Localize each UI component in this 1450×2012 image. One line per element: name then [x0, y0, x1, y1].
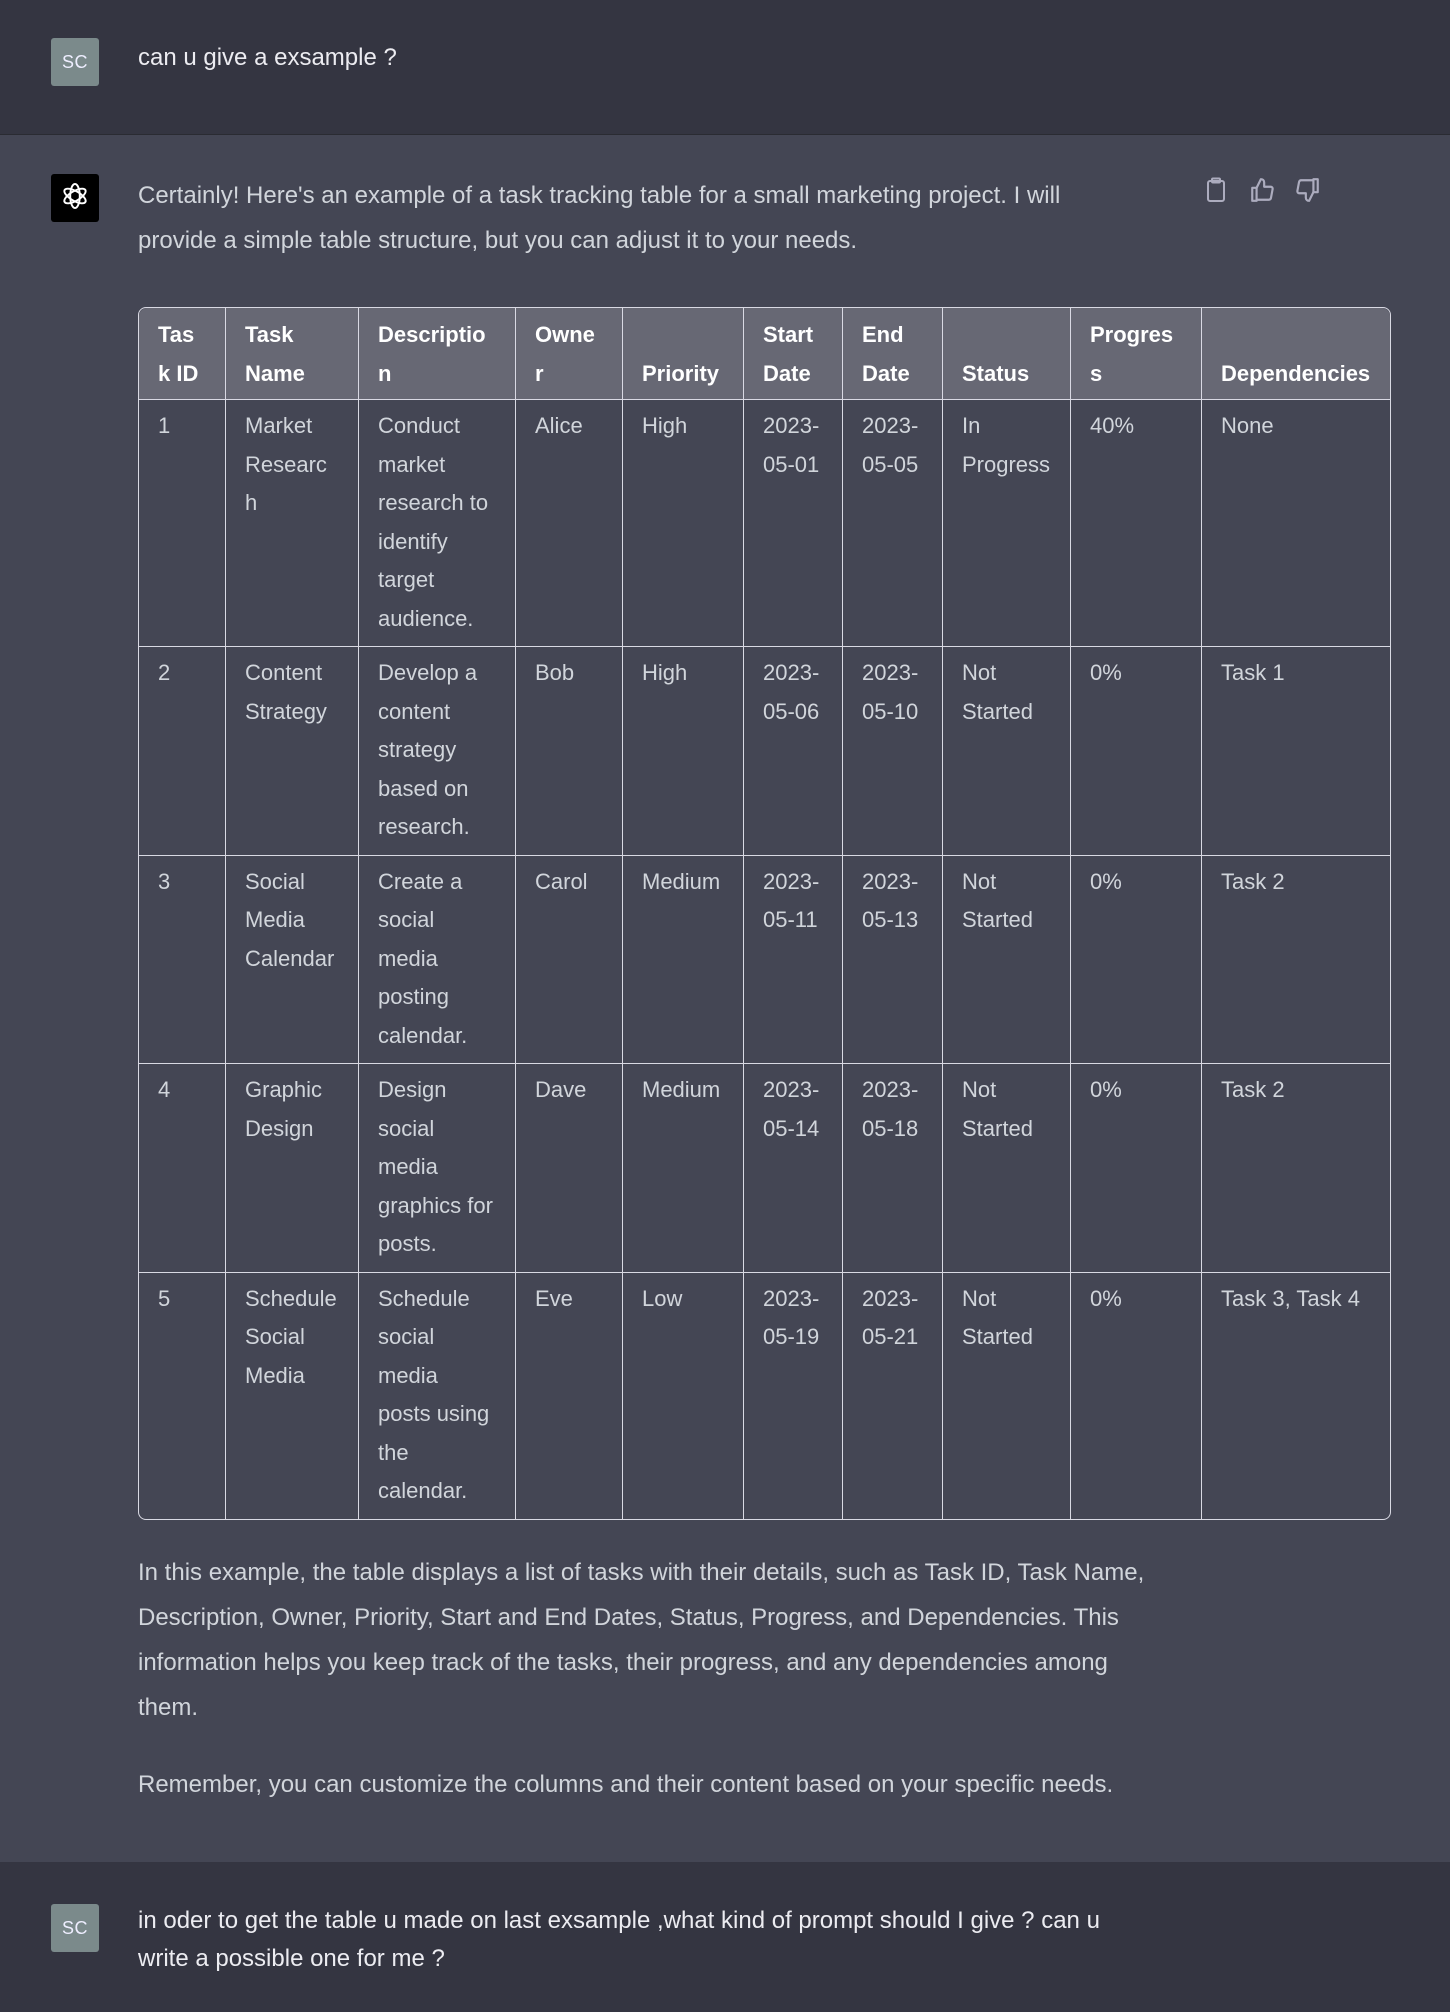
cell-description: Schedule social media posts using the calendar.: [359, 1273, 516, 1519]
cell-status: Not Started: [943, 1273, 1071, 1519]
header-progress: Progress: [1071, 308, 1202, 400]
cell-description: Develop a content strategy based on research.: [359, 647, 516, 856]
cell-task-id: 1: [139, 400, 226, 647]
thumbs-down-icon: [1295, 177, 1321, 208]
task-tracking-table: [138, 307, 1391, 1520]
cell-priority: High: [623, 400, 744, 647]
openai-logo-icon: [57, 178, 93, 219]
cell-task-id: 5: [139, 1273, 226, 1519]
cell-progress: 0%: [1071, 647, 1202, 856]
thumbs-up-icon: [1249, 177, 1275, 208]
cell-owner: Alice: [516, 400, 623, 647]
cell-status: In Progress: [943, 400, 1071, 647]
cell-description: Design social media graphics for posts.: [359, 1064, 516, 1273]
table-row: [139, 1064, 1390, 1273]
cell-task-id: 3: [139, 856, 226, 1065]
header-task-name: Task Name: [226, 308, 359, 400]
cell-priority: Low: [623, 1273, 744, 1519]
user-message-text: in oder to get the table u made on last exsample ,what kind of prompt should I give ? can u write a possible one for me ?: [138, 1907, 1100, 1972]
cell-task-name: Graphic Design: [226, 1064, 359, 1273]
header-task-id: Task ID: [139, 308, 226, 400]
header-status: Status: [943, 308, 1071, 400]
table-row: [139, 400, 1390, 647]
header-priority: Priority: [623, 308, 744, 400]
table-row: [139, 1273, 1390, 1519]
cell-end-date: 2023-05-05: [843, 400, 943, 647]
cell-task-name: Social Media Calendar: [226, 856, 359, 1065]
assistant-intro-text: Certainly! Here's an example of a task tracking table for a small marketing project. I will provide a simple table structure, but you can adjust it to your needs.: [138, 182, 1061, 254]
cell-start-date: 2023-05-01: [744, 400, 843, 647]
cell-end-date: 2023-05-21: [843, 1273, 943, 1519]
cell-end-date: 2023-05-18: [843, 1064, 943, 1273]
user-avatar: SC: [51, 38, 99, 86]
cell-task-id: 4: [139, 1064, 226, 1273]
cell-task-name: Market Research: [226, 400, 359, 647]
cell-priority: Medium: [623, 1064, 744, 1273]
assistant-outro-text: In this example, the table displays a list of tasks with their details, such as Task ID, Task Name, Description, Owner, Priority, Start and End Dates, Status, Progress, and Dependencies. This information helps you keep track of the tasks, their progress, and any dependencies among them.: [138, 1559, 1145, 1721]
cell-progress: 0%: [1071, 1064, 1202, 1273]
cell-task-name: Content Strategy: [226, 647, 359, 856]
cell-dependencies: Task 2: [1202, 856, 1390, 1065]
cell-status: Not Started: [943, 856, 1071, 1065]
cell-task-id: 2: [139, 647, 226, 856]
header-dependencies: Dependencies: [1202, 308, 1390, 400]
cell-status: Not Started: [943, 1064, 1071, 1273]
cell-dependencies: Task 2: [1202, 1064, 1390, 1273]
user-message: [0, 0, 1450, 135]
cell-progress: 40%: [1071, 400, 1202, 647]
thumbs-down-button[interactable]: [1292, 176, 1324, 208]
user-avatar: SC: [51, 1904, 99, 1952]
thumbs-up-button[interactable]: [1246, 176, 1278, 208]
cell-end-date: 2023-05-10: [843, 647, 943, 856]
assistant-closing-text: Remember, you can customize the columns and their content based on your specific needs.: [138, 1771, 1114, 1798]
cell-progress: 0%: [1071, 1273, 1202, 1519]
cell-owner: Dave: [516, 1064, 623, 1273]
copy-button[interactable]: [1200, 176, 1232, 208]
header-owner: Owner: [516, 308, 623, 400]
cell-dependencies: Task 1: [1202, 647, 1390, 856]
user-message: [0, 1862, 1450, 2012]
user-message-text: can u give a exsample ?: [138, 44, 397, 71]
message-actions: [1200, 176, 1324, 208]
table-row: [139, 856, 1390, 1065]
cell-owner: Bob: [516, 647, 623, 856]
cell-dependencies: Task 3, Task 4: [1221, 1285, 1360, 1311]
clipboard-icon: [1204, 177, 1228, 208]
cell-progress: 0%: [1071, 856, 1202, 1065]
table-row: [139, 647, 1390, 856]
cell-end-date: 2023-05-13: [843, 856, 943, 1065]
cell-priority: High: [623, 647, 744, 856]
cell-priority: Medium: [623, 856, 744, 1065]
cell-status: Not Started: [943, 647, 1071, 856]
assistant-avatar: [51, 174, 99, 222]
cell-start-date: 2023-05-19: [744, 1273, 843, 1519]
cell-start-date: 2023-05-11: [744, 856, 843, 1065]
cell-description: Conduct market research to identify target audience.: [359, 400, 516, 647]
header-end-date: End Date: [843, 308, 943, 400]
header-start-date: Start Date: [744, 308, 843, 400]
header-description: Description: [359, 308, 516, 400]
cell-dependencies: None: [1202, 400, 1390, 647]
cell-owner: Eve: [516, 1273, 623, 1519]
cell-start-date: 2023-05-14: [744, 1064, 843, 1273]
cell-description: Create a social media posting calendar.: [359, 856, 516, 1065]
cell-task-name: Schedule Social Media: [226, 1273, 359, 1519]
table-header-row: [139, 308, 1390, 400]
cell-start-date: 2023-05-06: [744, 647, 843, 856]
cell-owner: Carol: [516, 856, 623, 1065]
